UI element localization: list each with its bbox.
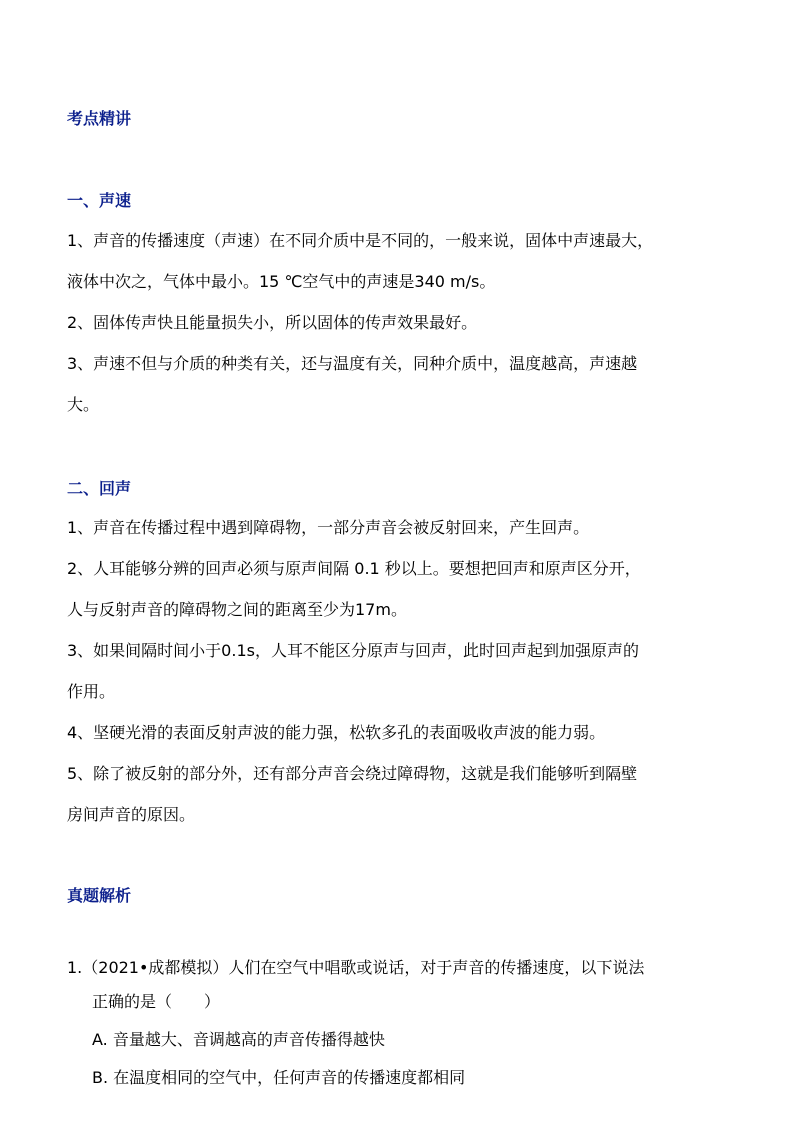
- question-stem-line-1: 1.（2021•成都模拟）人们在空气中唱歌或说话，对于声音的传播速度，以下说法: [67, 958, 645, 977]
- option-b: B. 在温度相同的空气中，任何声音的传播速度都相同: [92, 1068, 466, 1087]
- echo-line-3: 人与反射声音的障碍物之间的距离至少为17m。: [67, 600, 407, 619]
- echo-line-6: 4、坚硬光滑的表面反射声波的能力强，松软多孔的表面吸收声波的能力弱。: [67, 723, 606, 742]
- speed-line-5: 大。: [67, 395, 100, 414]
- echo-line-8: 房间声音的原因。: [67, 805, 196, 824]
- section-title-echo: 二、回声: [67, 479, 132, 498]
- speed-line-2: 液体中次之，气体中最小。15 ℃空气中的声速是340 m/s。: [67, 272, 496, 291]
- section-title-zhenti: 真题解析: [67, 886, 132, 905]
- echo-line-2: 2、人耳能够分辨的回声必须与原声间隔 0.1 秒以上。要想把回声和原声区分开，: [67, 559, 641, 578]
- section-title-kaodian: 考点精讲: [67, 109, 132, 128]
- option-a: A. 音量越大、音调越高的声音传播得越快: [92, 1030, 385, 1049]
- speed-line-4: 3、声速不但与介质的种类有关，还与温度有关，同种介质中，温度越高，声速越: [67, 354, 638, 373]
- speed-line-3: 2、固体传声快且能量损失小，所以固体的传声效果最好。: [67, 313, 478, 332]
- echo-line-7: 5、除了被反射的部分外，还有部分声音会绕过障碍物，这就是我们能够听到隔壁: [67, 764, 638, 783]
- speed-line-1: 1、声音的传播速度（声速）在不同介质中是不同的，一般来说，固体中声速最大，: [67, 231, 654, 250]
- echo-line-4: 3、如果间隔时间小于0.1s，人耳不能区分原声与回声，此时回声起到加强原声的: [67, 641, 639, 660]
- question-stem-line-2: 正确的是（ ）: [92, 992, 221, 1011]
- section-title-speed: 一、声速: [67, 191, 132, 210]
- echo-line-5: 作用。: [67, 682, 116, 701]
- echo-line-1: 1、声音在传播过程中遇到障碍物，一部分声音会被反射回来，产生回声。: [67, 518, 590, 537]
